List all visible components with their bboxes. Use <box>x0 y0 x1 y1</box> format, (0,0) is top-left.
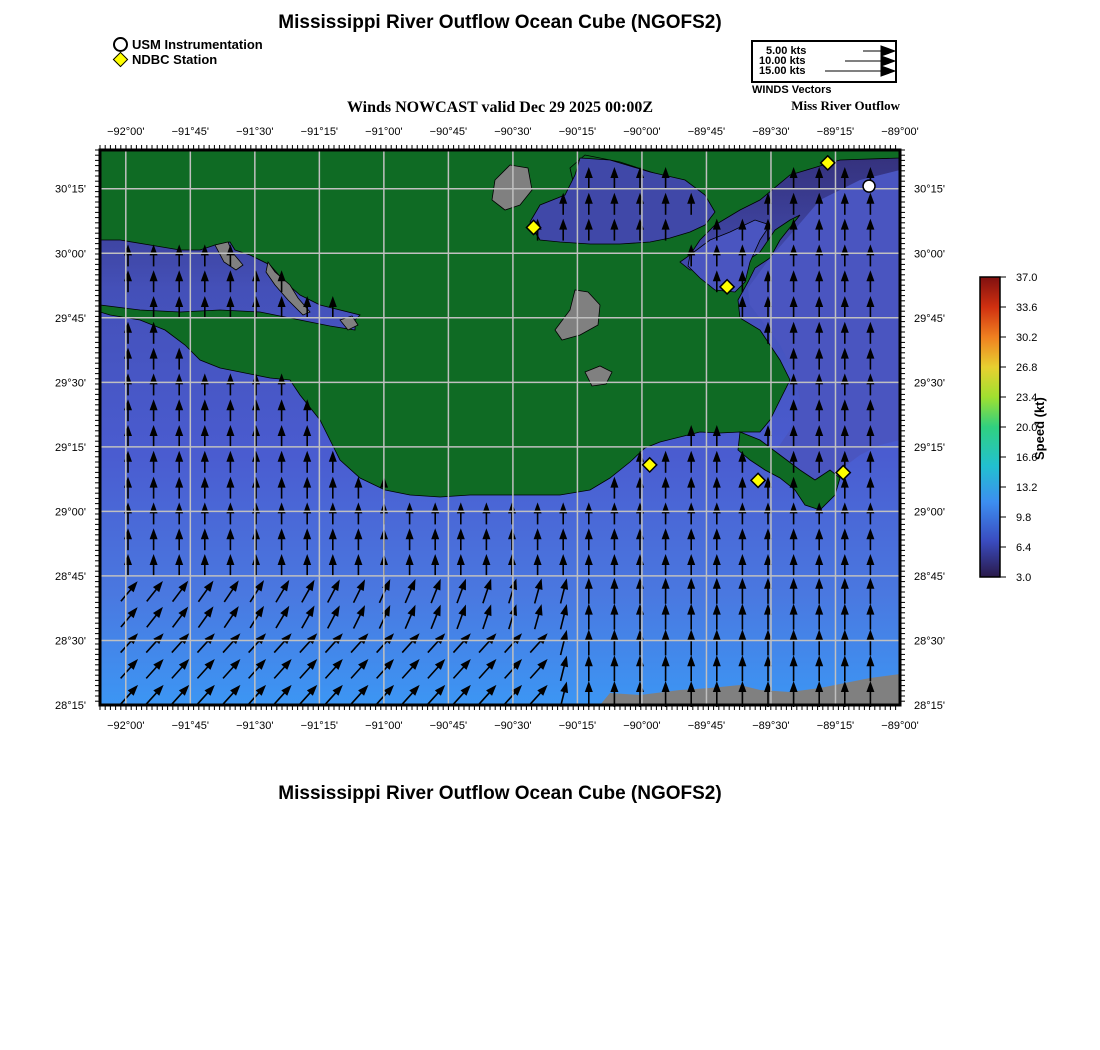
lat-tick-label-right: 28°15' <box>914 700 945 712</box>
colorbar-tick-label: 33.6 <box>1016 302 1038 314</box>
lon-tick-label-top: −91°30' <box>236 126 274 138</box>
lon-tick-label-top: −90°15' <box>558 126 597 138</box>
lat-tick-label-left: 29°30' <box>55 377 86 390</box>
lat-tick-label-right: 28°45' <box>914 570 945 583</box>
colorbar-tick-label: 37.0 <box>1016 272 1038 284</box>
lat-tick-label-left: 30°15' <box>55 183 86 196</box>
lon-tick-label-top: −89°15' <box>816 126 855 138</box>
colorbar-tick-label: 30.2 <box>1016 332 1038 344</box>
lon-tick-label-bottom: −91°45' <box>171 720 210 732</box>
lon-tick-label-bottom: −90°30' <box>494 720 532 732</box>
vector-legend-row: 10.00 kts <box>759 55 806 67</box>
lat-tick-label-left: 30°00' <box>55 248 86 261</box>
lon-tick-label-bottom: −92°00' <box>107 720 145 732</box>
page-title: Mississippi River Outflow Ocean Cube (NGOFS2) <box>278 12 722 33</box>
lon-tick-label-bottom: −89°30' <box>752 720 790 732</box>
lat-tick-label-right: 29°45' <box>914 312 945 325</box>
lon-tick-label-top: −90°00' <box>623 126 661 138</box>
colorbar-tick-label: 26.8 <box>1016 362 1038 374</box>
vector-legend-caption: WINDS Vectors <box>752 84 832 96</box>
colorbar-tick-label: 23.4 <box>1016 392 1038 404</box>
lat-tick-label-left: 29°15' <box>55 441 86 454</box>
lon-tick-label-bottom: −90°15' <box>558 720 597 732</box>
lon-tick-label-top: −89°00' <box>881 126 919 138</box>
lon-tick-label-bottom: −91°00' <box>365 720 403 732</box>
lon-tick-label-top: −89°30' <box>752 126 790 138</box>
lon-tick-label-bottom: −91°15' <box>300 720 339 732</box>
lat-tick-label-right: 28°30' <box>914 635 945 648</box>
lon-tick-label-bottom: −90°00' <box>623 720 661 732</box>
lon-tick-label-top: −90°30' <box>494 126 532 138</box>
legend-ndbc-label: NDBC Station <box>132 52 218 67</box>
lon-tick-label-bottom: −89°45' <box>687 720 726 732</box>
lon-tick-label-top: −90°45' <box>429 126 468 138</box>
lon-tick-label-top: −91°15' <box>300 126 339 138</box>
lat-tick-label-right: 30°00' <box>914 248 945 261</box>
map-region-label: Miss River Outflow <box>791 98 900 113</box>
colorbar-tick-label: 13.2 <box>1016 482 1038 494</box>
map-subtitle: Winds NOWCAST valid Dec 29 2025 00:00Z <box>346 99 654 116</box>
lon-tick-label-top: −89°45' <box>687 126 726 138</box>
lon-tick-label-bottom: −89°00' <box>881 720 919 732</box>
lat-tick-label-right: 29°30' <box>914 377 945 390</box>
vector-legend-row: 15.00 kts <box>759 65 806 77</box>
colorbar-title: Speed (kt) <box>1032 397 1047 460</box>
lon-tick-label-bottom: −90°45' <box>429 720 468 732</box>
colorbar-tick-label: 9.8 <box>1016 512 1032 524</box>
lat-tick-label-right: 29°15' <box>914 441 945 454</box>
colorbar-tick-label: 20.0 <box>1016 422 1038 434</box>
colorbar-tick-label: 3.0 <box>1016 572 1032 584</box>
colorbar-tick-label: 6.4 <box>1016 542 1032 554</box>
usm-station-marker <box>863 180 875 192</box>
lon-tick-label-bottom: −91°30' <box>236 720 274 732</box>
lat-tick-label-left: 28°30' <box>55 635 86 648</box>
footer-title: Mississippi River Outflow Ocean Cube (NGOFS2) <box>278 783 722 804</box>
map-body <box>100 150 900 708</box>
colorbar <box>980 277 1000 577</box>
lat-tick-label-left: 29°45' <box>55 312 86 325</box>
lat-tick-label-left: 28°45' <box>55 570 86 583</box>
lat-tick-label-left: 28°15' <box>55 700 86 712</box>
lat-tick-label-right: 30°15' <box>914 183 945 196</box>
lon-tick-label-bottom: −89°15' <box>816 720 855 732</box>
lat-tick-label-left: 29°00' <box>55 506 86 519</box>
lon-tick-label-top: −92°00' <box>107 126 145 138</box>
colorbar-tick-label: 16.6 <box>1016 452 1038 464</box>
legend-usm-label: USM Instrumentation <box>132 37 263 52</box>
lon-tick-label-top: −91°00' <box>365 126 403 138</box>
vector-legend-row: 5.00 kts <box>766 45 807 57</box>
lon-tick-label-top: −91°45' <box>171 126 210 138</box>
lat-tick-label-right: 29°00' <box>914 506 945 519</box>
